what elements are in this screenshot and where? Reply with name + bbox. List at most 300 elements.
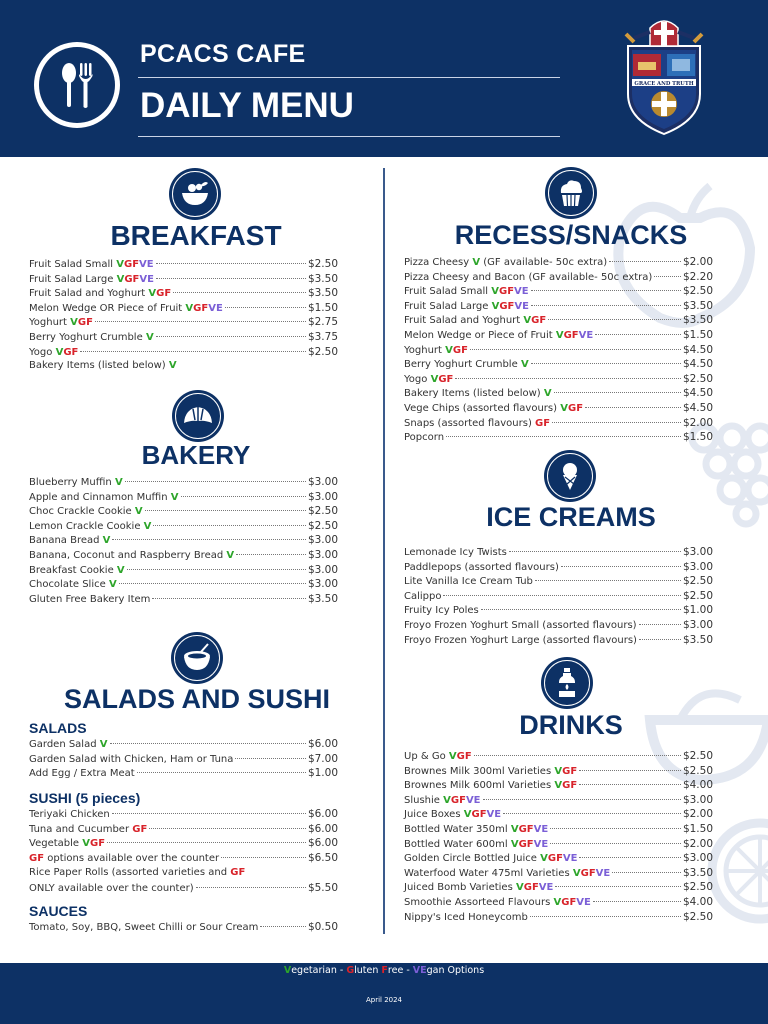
item-name: Fruit Salad and Yoghurt	[29, 288, 146, 300]
menu-item	[29, 519, 338, 534]
menu-item	[29, 504, 338, 519]
menu-item	[404, 328, 713, 343]
leader-dots	[612, 872, 681, 873]
menu-item	[29, 533, 338, 548]
item-name: options available over the counter	[47, 852, 220, 864]
salads-sushi-title: SALADS AND SUSHI	[63, 684, 331, 714]
leader-dots	[535, 580, 681, 581]
legend-initial: V	[283, 965, 292, 976]
leader-dots	[554, 392, 681, 393]
menu-item	[29, 563, 338, 578]
sushi-subtitle: SUSHI (5 pieces)	[29, 790, 141, 806]
item-price: $2.00	[682, 416, 713, 429]
gf-tag: GF	[523, 882, 539, 894]
leader-dots	[156, 278, 306, 279]
item-price: $2.50	[307, 345, 338, 358]
item-price: $4.50	[682, 358, 713, 371]
menu-item	[404, 866, 713, 881]
item-price: $2.50	[307, 258, 338, 270]
item-name: Fruit Salad Small	[404, 286, 489, 298]
leader-dots	[509, 551, 681, 552]
v-tag: V	[510, 823, 519, 835]
croissant-icon	[181, 399, 215, 433]
v-tag: V	[168, 360, 177, 372]
rice-paper-line1: Rice Paper Rolls (assorted varieties and	[29, 867, 228, 878]
crest-motto	[634, 81, 693, 87]
ve-tag: VE	[514, 300, 529, 312]
leader-dots	[112, 539, 306, 540]
leader-dots	[153, 525, 306, 526]
item-name: Bottled Water 350ml	[404, 823, 508, 835]
v-tag: V	[523, 315, 532, 327]
item-name: Bakery Items (listed below)	[29, 360, 166, 372]
gf-tag: GF	[123, 259, 140, 270]
menu-item	[404, 313, 713, 328]
menu-item	[29, 345, 338, 360]
gf-tag: GF	[531, 315, 547, 327]
menu-item	[404, 386, 713, 401]
menu-item	[29, 752, 338, 767]
item-price: $2.00	[682, 256, 713, 268]
ve-tag: VE	[562, 853, 578, 865]
item-name: Calippo	[404, 590, 442, 602]
v-tag: V	[510, 838, 519, 850]
leader-dots	[639, 624, 681, 625]
bakery-section-icon	[172, 390, 224, 442]
item-name: Garden Salad	[29, 739, 97, 750]
gf-tag: GF	[567, 402, 584, 414]
salads-subtitle: SALADS	[29, 720, 87, 736]
gf-tag: GF	[471, 809, 487, 821]
menu-item	[404, 574, 713, 589]
legend-initial: VE	[412, 965, 427, 976]
item-price: $3.50	[307, 272, 338, 285]
dietary-legend	[0, 965, 768, 976]
item-price: $2.50	[307, 505, 338, 518]
leader-dots	[112, 813, 306, 814]
ice-creams-list	[404, 545, 713, 647]
item-name: Smoothie Assorteed Flavours	[404, 896, 551, 908]
recess-list	[404, 255, 713, 445]
leader-dots	[156, 263, 306, 264]
item-name: Berry Yoghurt Crumble	[404, 359, 518, 371]
leader-dots	[483, 799, 681, 800]
menu-item	[404, 416, 713, 431]
item-price: $6.00	[307, 837, 338, 850]
ve-tag: VE	[576, 896, 591, 908]
leader-dots	[593, 901, 681, 902]
ice-creams-title: ICE CREAMS	[486, 502, 656, 532]
legend-separator: -	[403, 965, 413, 976]
item-price: $3.50	[682, 314, 713, 327]
v-tag: V	[543, 388, 552, 400]
menu-item	[29, 490, 338, 505]
item-price: $4.50	[682, 387, 713, 400]
item-name: Fruit Salad Large	[29, 273, 114, 285]
menu-item	[29, 301, 338, 316]
item-name: Banana, Coconut and Raspberry Bread	[29, 549, 224, 561]
v-tag: V	[448, 751, 457, 762]
sauces-subtitle: SAUCES	[29, 903, 88, 919]
item-name: Melon Wedge or Piece of Fruit	[404, 329, 553, 341]
leader-dots	[119, 583, 306, 584]
item-price: $4.50	[682, 401, 713, 414]
item-name: Yogo	[29, 346, 53, 358]
menu-item	[404, 372, 713, 387]
item-name: Choc Crackle Cookie	[29, 506, 132, 518]
v-tag: V	[148, 288, 157, 300]
gf-tag: GF	[456, 751, 472, 762]
item-price: $3.00	[307, 548, 338, 561]
item-price: $4.00	[682, 895, 713, 908]
item-name: Brownes Milk 600ml Varieties	[404, 780, 552, 792]
svg-text:GRACE AND TRUTH: GRACE AND TRUTH	[634, 81, 694, 87]
ve-tag: VE	[533, 823, 549, 835]
gf-tag: GF	[132, 823, 148, 835]
sushi-list	[29, 807, 338, 865]
header-banner	[0, 0, 768, 157]
ve-tag: VE	[139, 273, 154, 285]
item-price: $1.50	[307, 301, 338, 314]
menu-item	[29, 737, 338, 752]
item-name: Yogo	[404, 373, 428, 385]
leader-dots	[550, 843, 681, 844]
item-price: $4.50	[682, 343, 713, 356]
gf-tag: GF	[535, 417, 551, 429]
leader-dots	[474, 755, 681, 756]
cafe-logo	[34, 42, 120, 128]
v-tag: V	[515, 882, 524, 894]
ve-tag: VE	[139, 259, 154, 270]
leader-dots	[137, 772, 306, 773]
leader-dots	[639, 639, 681, 640]
leader-dots	[609, 261, 681, 262]
gf-tag: GF	[452, 344, 468, 356]
item-name: Tomato, Soy, BBQ, Sweet Chilli or Sour Cream	[29, 922, 259, 933]
ve-tag: VE	[208, 302, 223, 314]
item-price: $3.00	[307, 578, 338, 591]
menu-item	[404, 837, 713, 852]
v-tag: V	[170, 491, 179, 503]
v-tag: V	[572, 867, 581, 879]
item-name: Froyo Frozen Yoghurt Large (assorted flavours)	[404, 634, 637, 646]
menu-item	[404, 284, 713, 299]
item-price: $3.00	[682, 618, 713, 631]
item-note: (GF available- 50c extra)	[483, 257, 608, 268]
bakery-list	[29, 475, 338, 606]
menu-item	[29, 286, 338, 301]
ve-tag: VE	[595, 867, 611, 879]
salads-list	[29, 737, 338, 781]
leader-dots	[503, 813, 681, 814]
gf-tag: GF	[63, 346, 79, 358]
item-name: Bakery Items (listed below)	[404, 388, 541, 400]
item-name: Popcorn	[404, 432, 445, 444]
bottle-icon	[550, 666, 584, 700]
v-tag: V	[540, 853, 548, 865]
menu-item	[404, 603, 713, 618]
item-name: Paddlepops (assorted flavours)	[404, 561, 559, 573]
gf-tag: GF	[562, 780, 578, 792]
leader-dots	[152, 598, 306, 599]
menu-item	[404, 430, 713, 445]
gf-tag: GF	[547, 853, 563, 865]
menu-item	[404, 401, 713, 416]
v-tag: V	[226, 549, 235, 561]
leader-dots	[470, 349, 681, 350]
item-name: Juiced Bomb Varieties	[404, 882, 513, 894]
menu-item	[404, 793, 713, 808]
rice-paper-line2: ONLY available over the counter)	[29, 882, 194, 894]
leader-dots	[95, 321, 306, 322]
salad-bowl-icon	[180, 641, 214, 675]
bowl-icon	[178, 177, 212, 211]
item-price: $2.50	[682, 881, 713, 894]
v-tag: V	[102, 535, 111, 547]
item-price: $1.00	[307, 767, 338, 780]
leader-dots	[235, 758, 306, 759]
menu-item	[404, 764, 713, 779]
gf-tag: GF	[562, 765, 578, 777]
recess-section-icon	[545, 167, 597, 219]
breakfast-section-icon	[169, 168, 221, 220]
leader-dots	[552, 422, 681, 423]
legend-text: ree	[387, 965, 404, 976]
item-price: $3.75	[307, 330, 338, 343]
ve-tag: VE	[538, 882, 554, 894]
gf-tag: GF	[499, 300, 515, 312]
divider-line	[138, 77, 560, 78]
item-price: $3.00	[682, 546, 713, 558]
item-name: Brownes Milk 300ml Varieties	[404, 765, 552, 777]
v-tag: V	[445, 344, 453, 356]
menu-item	[404, 749, 713, 764]
item-price: $2.50	[682, 589, 713, 602]
v-tag: V	[145, 331, 154, 343]
item-price: $1.50	[682, 328, 713, 341]
item-price: $1.00	[682, 604, 713, 617]
item-name: Gluten Free Bakery Item	[29, 593, 151, 605]
item-price: $3.50	[307, 287, 338, 300]
leader-dots	[173, 292, 306, 293]
gf-tag: GF	[580, 867, 596, 879]
legend-text: gan Options	[426, 965, 485, 976]
item-price: $2.75	[307, 316, 338, 329]
leader-dots	[579, 770, 681, 771]
item-name: Fruit Salad Small	[29, 259, 114, 270]
menu-item	[404, 560, 713, 575]
menu-item	[404, 807, 713, 822]
menu-item	[404, 270, 713, 285]
menu-item	[29, 851, 338, 866]
item-price: $3.50	[682, 633, 713, 646]
menu-item	[404, 822, 713, 837]
menu-item	[29, 577, 338, 592]
menu-item	[29, 766, 338, 781]
gf-tag: GF	[77, 317, 93, 329]
leader-dots	[149, 828, 306, 829]
gf-tag: GF	[193, 302, 209, 314]
v-tag: V	[185, 302, 194, 314]
page-title: DAILY MENU	[140, 86, 354, 125]
item-name: Froyo Frozen Yoghurt Small (assorted flavours)	[404, 619, 637, 631]
item-price: $3.00	[307, 490, 338, 503]
item-name: Fruity Icy Poles	[404, 605, 479, 617]
leader-dots	[127, 569, 306, 570]
gf-tag: GF	[124, 273, 140, 285]
gf-tag: GF	[563, 329, 579, 341]
leader-dots	[481, 609, 681, 610]
menu-item	[404, 851, 713, 866]
v-tag: V	[134, 506, 143, 518]
v-tag: V	[463, 809, 472, 821]
leader-dots	[181, 496, 306, 497]
item-price: $0.50	[307, 921, 338, 933]
v-tag: V	[114, 477, 123, 488]
leader-dots	[585, 407, 681, 408]
menu-item	[404, 895, 713, 910]
menu-item	[29, 920, 338, 935]
bakery-title: BAKERY	[141, 440, 251, 470]
leader-dots	[80, 351, 306, 352]
drinks-list	[404, 749, 713, 924]
item-name: Golden Circle Bottled Juice	[404, 853, 537, 865]
ice-cream-icon	[553, 459, 587, 493]
legend-initial: G	[346, 965, 355, 976]
item-price: $2.50	[682, 764, 713, 777]
menu-item	[29, 257, 338, 272]
item-name: Teriyaki Chicken	[29, 809, 110, 820]
v-tag: V	[553, 896, 562, 908]
item-name: Apple and Cinnamon Muffin	[29, 491, 168, 503]
leader-dots	[443, 595, 680, 596]
v-tag: V	[520, 359, 529, 371]
v-tag: V	[430, 373, 439, 385]
menu-item	[404, 299, 713, 314]
v-tag: V	[554, 780, 563, 792]
v-tag: V	[99, 739, 108, 750]
leader-dots	[260, 926, 306, 927]
leader-dots	[555, 886, 681, 887]
item-price: $2.50	[682, 285, 713, 298]
item-name: Snaps (assorted flavours)	[404, 417, 532, 429]
leader-dots	[156, 336, 306, 337]
menu-item	[29, 548, 338, 563]
leader-dots	[654, 276, 681, 277]
leader-dots	[595, 334, 681, 335]
leader-dots	[221, 857, 306, 858]
menu-item	[404, 778, 713, 793]
item-price: $3.50	[307, 592, 338, 605]
ve-tag: VE	[514, 286, 529, 298]
gf-tag: GF	[438, 373, 454, 385]
item-name: Yoghurt	[29, 317, 67, 329]
item-price: $2.50	[682, 910, 713, 923]
item-name: Fruit Salad Large	[404, 300, 489, 312]
v-tag: V	[82, 838, 90, 850]
menu-date: April 2024	[365, 996, 403, 1004]
item-name: Vegetable	[29, 838, 80, 850]
item-name: Garden Salad with Chicken, Ham or Tuna	[29, 753, 234, 765]
item-price: $2.00	[682, 837, 713, 850]
item-name: Up & Go	[404, 751, 446, 762]
breakfast-title: BREAKFAST	[110, 220, 282, 251]
menu-item	[29, 330, 338, 345]
item-price: $7.00	[307, 752, 338, 765]
drinks-section-icon	[541, 657, 593, 709]
item-price: $2.50	[682, 575, 713, 588]
leader-dots	[531, 305, 681, 306]
item-price: $2.00	[682, 808, 713, 821]
leader-dots	[446, 436, 681, 437]
cafe-name: PCACS CAFE	[140, 40, 306, 68]
gf-tag: GF	[498, 286, 515, 298]
item-price: $3.00	[307, 476, 338, 488]
gf-tag: GF	[230, 867, 246, 878]
item-name: Juice Boxes	[404, 809, 461, 821]
leader-dots	[107, 842, 306, 843]
menu-item	[404, 910, 713, 925]
menu-item	[404, 880, 713, 895]
v-tag: V	[443, 794, 451, 806]
item-name: Waterfood Water 475ml Varieties	[404, 867, 570, 879]
salads-section-icon	[171, 632, 223, 684]
v-tag: V	[116, 273, 125, 285]
leader-dots	[455, 378, 681, 379]
menu-item	[404, 618, 713, 633]
leader-dots	[145, 510, 306, 511]
item-price: $4.00	[682, 779, 713, 792]
legend-separator: -	[336, 965, 347, 976]
item-name: Lemonade Icy Twists	[404, 547, 507, 558]
gf-tag: GF	[518, 823, 534, 835]
sauces-list	[29, 920, 338, 935]
v-tag: V	[554, 765, 563, 777]
item-price: $6.50	[307, 851, 338, 864]
menu-item	[404, 589, 713, 604]
item-name: Lite Vanilla Ice Cream Tub	[404, 576, 533, 588]
item-name: Vege Chips (assorted flavours)	[404, 402, 558, 414]
item-price: $2.50	[682, 750, 713, 762]
leader-dots	[548, 319, 681, 320]
item-price: $3.50	[682, 299, 713, 312]
menu-item	[29, 836, 338, 851]
v-tag: V	[55, 346, 64, 358]
menu-item	[29, 822, 338, 837]
item-name: Breakfast Cookie	[29, 564, 114, 576]
item-name: Add Egg / Extra Meat	[29, 768, 135, 780]
item-price: $2.50	[307, 519, 338, 532]
v-tag: V	[116, 259, 124, 270]
menu-item	[29, 315, 338, 330]
cupcake-icon	[554, 176, 588, 210]
menu-item	[404, 545, 713, 560]
leader-dots	[236, 554, 306, 555]
ve-tag: VE	[578, 329, 594, 341]
item-name: Lemon Crackle Cookie	[29, 520, 141, 532]
menu-item	[29, 475, 338, 490]
legend-initial: F	[381, 965, 388, 976]
footer	[0, 963, 768, 1024]
item-name: Pizza Cheesy and Bacon (GF available- 50c extra)	[404, 271, 653, 283]
item-name: Chocolate Slice	[29, 579, 106, 591]
menu-item	[29, 592, 338, 607]
item-price: $3.00	[307, 563, 338, 576]
item-name: Slushie	[404, 794, 440, 806]
divider-line	[138, 136, 560, 137]
gf-tag: GF	[518, 838, 534, 850]
v-tag: V	[108, 579, 117, 591]
